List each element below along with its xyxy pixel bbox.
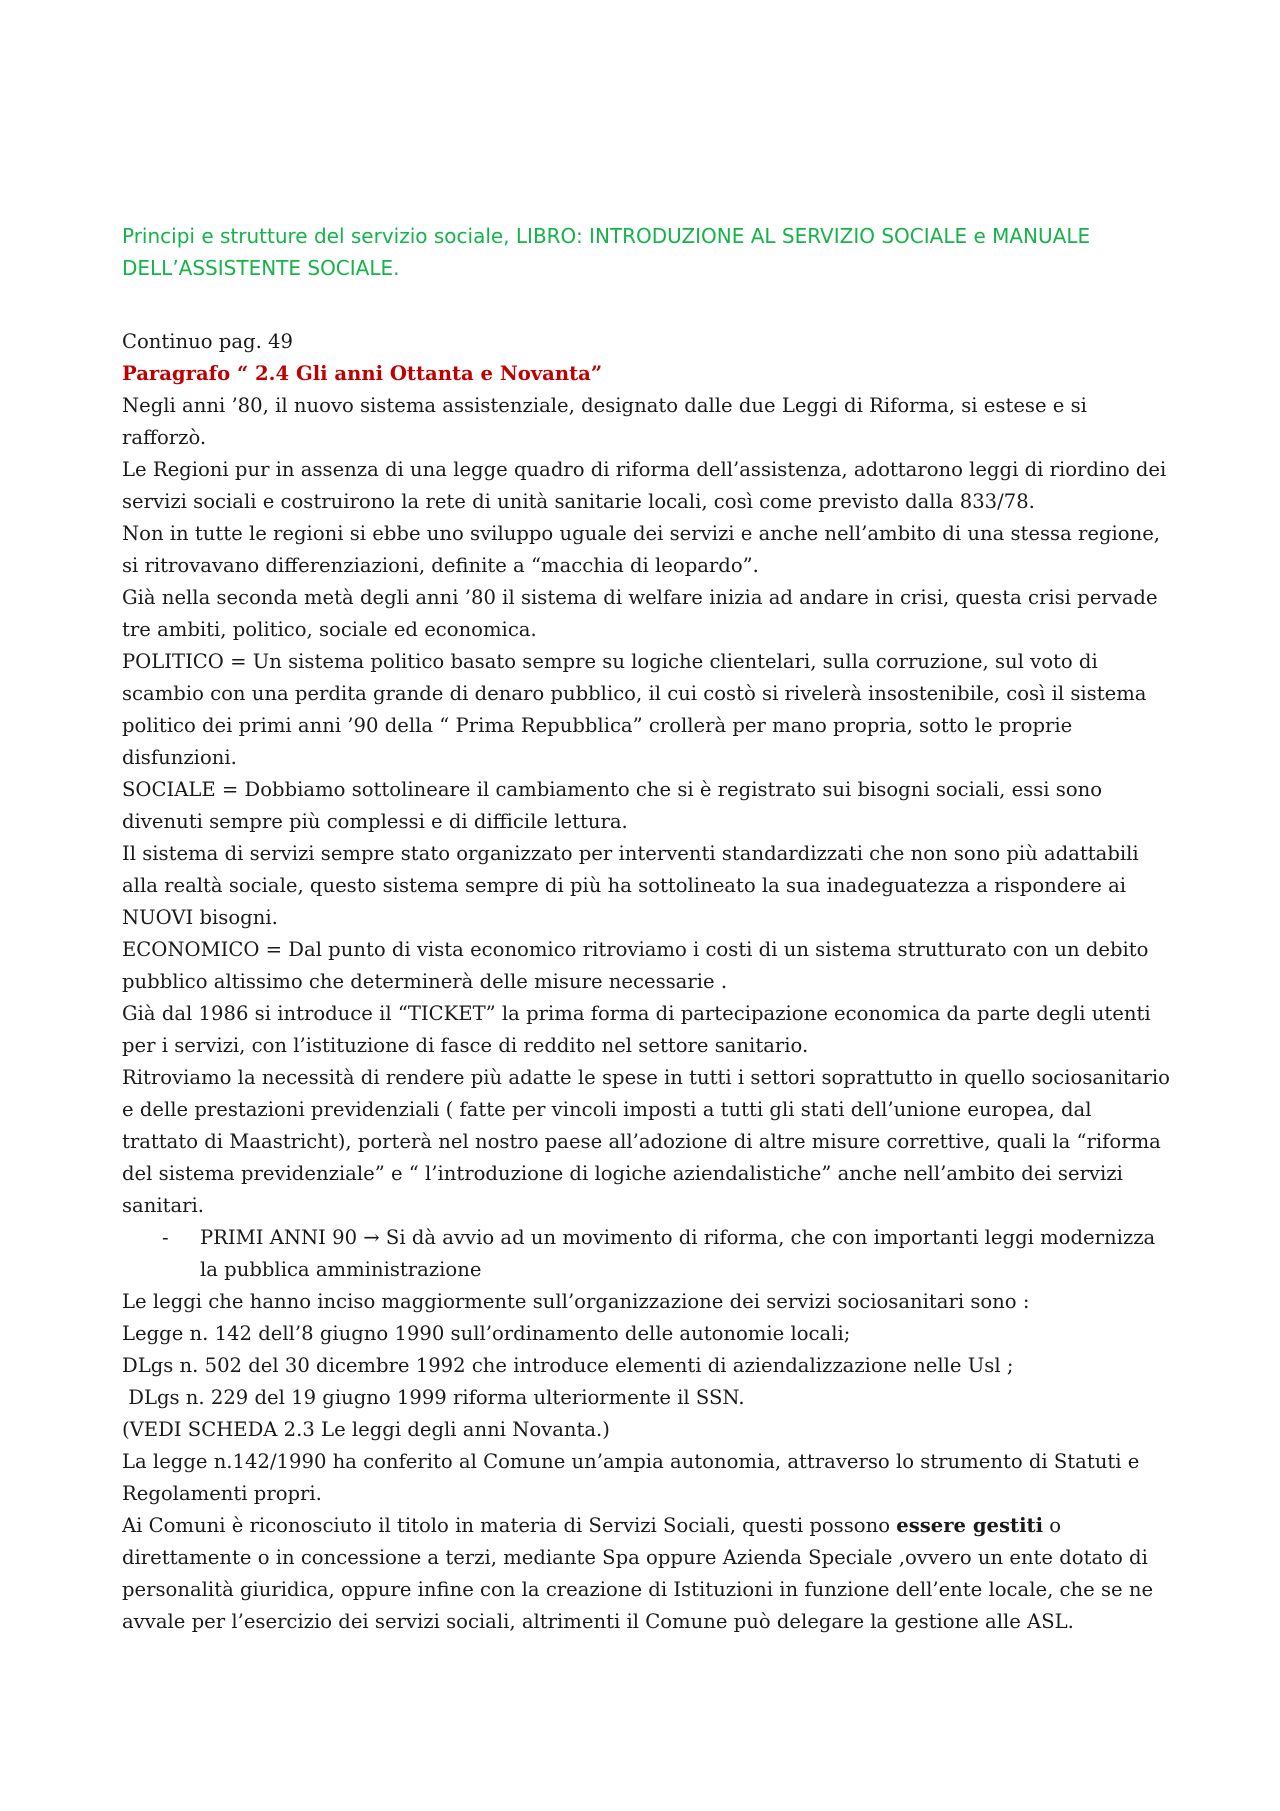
bullet-text: PRIMI ANNI 90 → Si dà avvio ad un movimento di riforma, che con importanti leggi modernizza la pubblica amministrazione — [200, 1226, 1156, 1281]
paragraph-9: Già dal 1986 si introduce il “TICKET” la prima forma di partecipazione economica da parte degli utenti per i servizi, con l’istituzione di fasce di reddito nel settore sanitario. — [122, 1002, 1151, 1057]
paragraph-sociale: SOCIALE = Dobbiamo sottolineare il cambiamento che si è registrato sui bisogni sociali, essi sono divenuti sempre più complessi e di difficile lettura. — [122, 778, 1103, 833]
document-body — [122, 326, 1172, 1638]
paragraph-17 — [122, 1510, 1172, 1638]
paragraph-1: Negli anni ’80, il nuovo sistema assistenziale, designato dalle due Leggi di Riforma, si estese e si rafforzò. — [122, 394, 1087, 449]
paragraph-3: Non in tutte le regioni si ebbe uno sviluppo uguale dei servizi e anche nell’ambito di una stessa regione, si ritrovavano differenziazioni, definite a “macchia di leopardo”. — [122, 522, 1161, 577]
paragraph-10: Ritroviamo la necessità di rendere più adatte le spese in tutti i settori soprattutto in quello sociosanitario e delle prestazioni previdenziali ( fatte per vincoli imposti a tutti gli stati dell’unione europea, dal trattato di Maastricht), porterà nel nostro paese all’adozione di altre misure correttive, quali la “riforma del sistema previdenziale” e “ l’introduzione di logiche aziendalistiche” anche nell’ambito dei servizi sanitari. — [122, 1066, 1170, 1217]
paragraph-17-start: Ai Comuni è riconosciuto il titolo in materia di Servizi Sociali, questi possono — [122, 1514, 897, 1537]
paragraph-17-bold: essere gestiti — [896, 1514, 1044, 1537]
paragraph-4: Già nella seconda metà degli anni ’80 il sistema di welfare inizia ad andare in crisi, questa crisi pervade tre ambiti, politico, sociale ed economica. — [122, 586, 1158, 641]
law-229: DLgs n. 229 del 19 giugno 1999 riforma ulteriormente il SSN. — [122, 1386, 745, 1409]
bullet-item — [122, 1222, 1172, 1286]
paragraph-2: Le Regioni pur in assenza di una legge quadro di riforma dell’assistenza, adottarono leggi di riordino dei servizi sociali e costruirono la rete di unità sanitarie locali, così come previsto dalla 833/78. — [122, 458, 1167, 513]
paragraph-11: Le leggi che hanno inciso maggiormente sull’organizzazione dei servizi sociosanitari sono : — [122, 1290, 1030, 1313]
paragraph-7: Il sistema di servizi sempre stato organizzato per interventi standardizzati che non sono più adattabili alla realtà sociale, questo sistema sempre di più ha sottolineato la sua inadeguatezza a rispondere ai NUOVI bisogni. — [122, 842, 1139, 929]
bullet-dash: - — [162, 1226, 169, 1249]
law-502: DLgs n. 502 del 30 dicembre 1992 che introduce elementi di aziendalizzazione nelle Usl ; — [122, 1354, 1014, 1377]
paragraph-politico: POLITICO = Un sistema politico basato sempre su logiche clientelari, sulla corruzione, sul voto di scambio con una perdita grande di denaro pubblico, il cui costò si rivelerà insostenibile, così il sistema politico dei primi anni ’90 della “ Prima Repubblica” crollerà per mano propria, sotto le proprie disfunzioni. — [122, 650, 1147, 769]
paragraph-17-end: o direttamente o in concessione a terzi, mediante Spa oppure Azienda Speciale ,ovvero un ente dotato di personalità giuridica, oppure infine con la creazione di Istituzioni in funzione dell’ente locale, che se ne avvale per l’esercizio dei servizi sociali, altrimenti il Comune può delegare la gestione alle ASL. — [122, 1514, 1154, 1633]
document-title: Principi e strutture del servizio sociale, LIBRO: INTRODUZIONE AL SERVIZIO SOCIALE e MANUALE DELL’ASSISTENTE SOCIALE. — [122, 224, 1091, 280]
section-heading: Paragrafo “ 2.4 Gli anni Ottanta e Novanta” — [122, 362, 603, 385]
continuo-line: Continuo pag. 49 — [122, 330, 293, 353]
paragraph-16: La legge n.142/1990 ha conferito al Comune un’ampia autonomia, attraverso lo strumento di Statuti e Regolamenti propri. — [122, 1450, 1140, 1505]
paragraph-economico: ECONOMICO = Dal punto di vista economico ritroviamo i costi di un sistema strutturato con un debito pubblico altissimo che determinerà delle misure necessarie . — [122, 938, 1149, 993]
law-142: Legge n. 142 dell’8 giugno 1990 sull’ordinamento delle autonomie locali; — [122, 1322, 851, 1345]
scheda-reference: (VEDI SCHEDA 2.3 Le leggi degli anni Novanta.) — [122, 1418, 610, 1441]
